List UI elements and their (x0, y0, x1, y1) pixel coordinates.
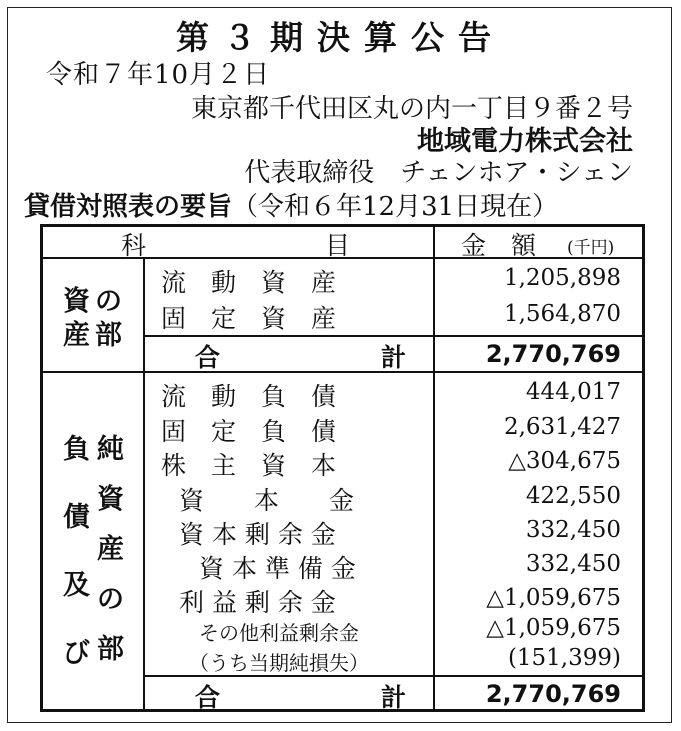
asset-label: 流 動 資 産 (161, 268, 337, 297)
liab-label: 固 定 負 債 (161, 417, 337, 446)
header-amount: 金 額 (461, 231, 537, 260)
assets-total-rule (143, 335, 642, 337)
liab-section-char: 債 (63, 502, 90, 533)
liab-value: 332,450 (525, 551, 621, 577)
liab-total-label: 合 (195, 683, 221, 712)
liab-section-char: 資 (97, 484, 124, 515)
liab-section-char: 及 (63, 570, 90, 601)
liab-label: （うち当期純損失） (189, 651, 369, 675)
notice-title: 第３期決算公告 (176, 18, 505, 57)
header-unit: (千円) (567, 238, 615, 258)
representative: 代表取締役 チェンホア・シェン (244, 158, 633, 188)
liab-label: 利 益 剰 余 金 (179, 588, 336, 617)
liab-label: 資 本 剰 余 金 (179, 520, 336, 549)
company-address: 東京都千代田区丸の内一丁目９番２号 (190, 94, 633, 124)
liab-label: 流 動 負 債 (161, 382, 337, 411)
balance-sheet-heading (24, 186, 558, 223)
liab-label: その他利益剰余金 (199, 621, 359, 645)
assets-total-label: 合 (195, 343, 221, 372)
assets-section-char: 産 (63, 320, 90, 351)
liab-label: 資 本 金 (179, 486, 355, 515)
liab-label: 資 本 準 備 金 (199, 554, 356, 583)
assets-total-value: 2,770,769 (485, 340, 621, 368)
liab-total-label: 計 (381, 683, 407, 712)
liab-section-char: 純 (97, 434, 124, 465)
assets-section-char: の (95, 286, 122, 317)
balance-sheet-table (40, 224, 645, 712)
header-subject-2: 目 (325, 231, 351, 260)
liab-label: 株 主 資 本 (161, 451, 337, 480)
liab-total-value: 2,770,769 (485, 680, 621, 708)
liab-value: 444,017 (525, 379, 621, 405)
liab-section-char: 部 (97, 634, 124, 665)
liab-value: △1,059,675 (486, 585, 621, 611)
asset-label: 固 定 資 産 (161, 304, 337, 333)
liab-value: (151,399) (507, 645, 621, 671)
section-divider (143, 257, 145, 709)
assets-total-label: 計 (381, 343, 407, 372)
section-rule (43, 371, 642, 373)
liab-value: △1,059,675 (486, 615, 621, 641)
liab-value: △304,675 (508, 448, 621, 474)
company-name: 地域電力株式会社 (417, 126, 633, 157)
liab-section-char: の (97, 584, 124, 615)
assets-section-char: 資 (63, 286, 90, 317)
heading-date: （令和６年12月31日現在） (232, 192, 559, 222)
amount-divider (433, 227, 435, 709)
assets-section-char: 部 (95, 320, 122, 351)
liab-section-char: 産 (97, 534, 124, 565)
liab-section-char: 負 (63, 434, 90, 465)
header-subject-1: 科 (121, 231, 147, 260)
asset-value: 1,564,870 (503, 301, 621, 327)
liab-value: 2,631,427 (503, 414, 621, 440)
liab-section-char: び (63, 638, 90, 669)
liab-value: 422,550 (525, 483, 621, 509)
heading-title: 貸借対照表の要旨 (24, 192, 233, 222)
notice-date: 令和７年10月２日 (46, 60, 271, 90)
asset-value: 1,205,898 (503, 265, 621, 291)
liab-value: 332,450 (525, 517, 621, 543)
